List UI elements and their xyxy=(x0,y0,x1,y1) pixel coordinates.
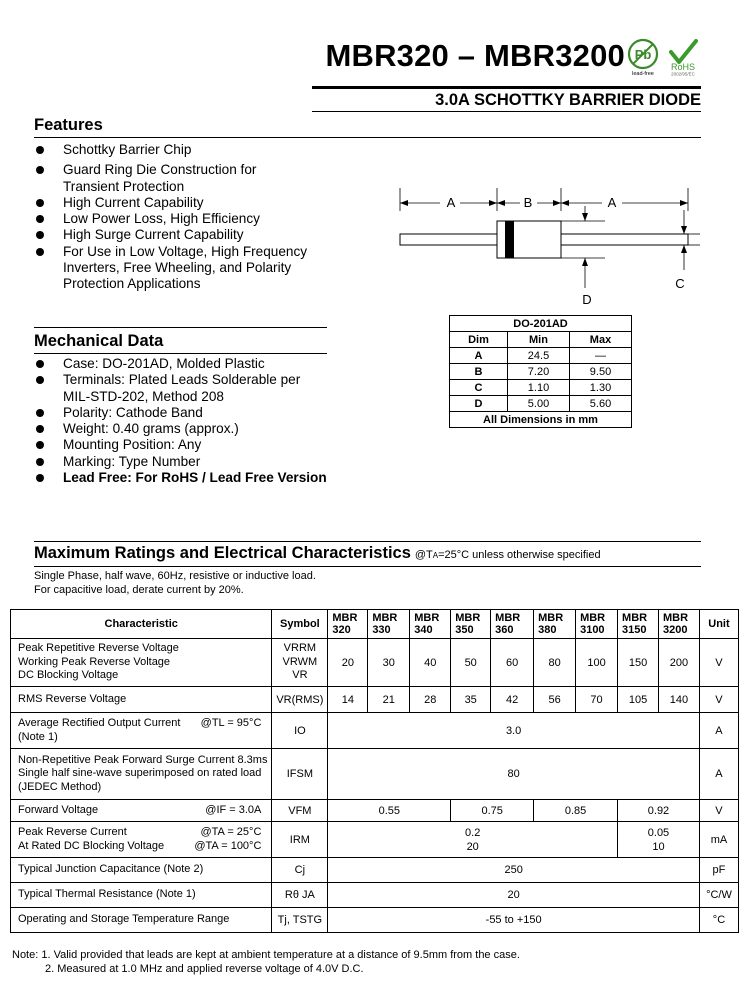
table-row xyxy=(11,883,739,908)
column-header: Max xyxy=(570,332,632,348)
features-rule xyxy=(34,137,701,138)
ratings-rule xyxy=(34,566,701,567)
dimensions-unit-note: All Dimensions in mm xyxy=(450,412,632,428)
table-row xyxy=(11,822,739,858)
value-cell: 56 xyxy=(534,687,576,713)
unit-cell: V xyxy=(699,800,738,822)
table-row xyxy=(11,687,739,713)
symbol-cell: IFSM xyxy=(272,749,328,800)
value-cell: 20 xyxy=(328,639,368,687)
symbol-cell: VFM xyxy=(272,800,328,822)
mechanical-heading: Mechanical Data xyxy=(34,332,164,350)
value-cell: 100 xyxy=(576,639,618,687)
rohs-caption: 2002/95/EC xyxy=(671,71,695,76)
part-column-header: MBR 3150 xyxy=(618,610,659,639)
value-cell: 250 xyxy=(328,858,700,883)
ratings-top-rule xyxy=(34,541,701,542)
part-column-header: MBR 330 xyxy=(368,610,410,639)
electrical-characteristics-table xyxy=(10,609,739,933)
value-cell: 20 xyxy=(328,883,700,908)
column-header: Dim xyxy=(450,332,508,348)
value-cell: 60 xyxy=(491,639,534,687)
dimension-c-label: C xyxy=(675,276,685,291)
value-cell: 0.55 xyxy=(328,800,451,822)
rohs-label: RoHS xyxy=(670,62,696,72)
symbol-cell: Tj, TSTG xyxy=(272,908,328,933)
unit-cell: °C/W xyxy=(699,883,738,908)
characteristic-cell: Typical Thermal Resistance (Note 1) xyxy=(11,883,272,908)
list-item: Lead Free: For RoHS / Lead Free Version xyxy=(34,470,364,486)
list-item: Polarity: Cathode Band xyxy=(34,405,364,421)
package-outline-diagram xyxy=(395,178,705,313)
symbol-cell: Cj xyxy=(272,858,328,883)
datasheet-subtitle: 3.0A SCHOTTKY BARRIER DIODE xyxy=(435,91,701,109)
value-cell: 0.75 xyxy=(451,800,534,822)
value-cell: 14 xyxy=(328,687,368,713)
list-item-continued: Inverters, Free Wheeling, and Polarity xyxy=(63,260,292,276)
characteristic-cell: Operating and Storage Temperature Range xyxy=(11,908,272,933)
characteristic-cell: Typical Junction Capacitance (Note 2) xyxy=(11,858,272,883)
table-row xyxy=(450,364,632,380)
list-item: Guard Ring Die Construction for xyxy=(34,162,364,178)
unit-cell: V xyxy=(699,639,738,687)
table-header-row xyxy=(11,610,739,639)
ratings-title: Maximum Ratings and Electrical Characteristics xyxy=(34,544,411,562)
table-cell: 24.5 xyxy=(508,348,570,364)
list-item: High Current Capability xyxy=(34,195,364,211)
list-item-continued: Protection Applications xyxy=(63,276,201,292)
characteristic-cell: Peak Repetitive Reverse Voltage Working Peak Reverse Voltage DC Blocking Voltage xyxy=(11,639,272,687)
part-column-header: MBR 350 xyxy=(451,610,491,639)
value-cell: 28 xyxy=(410,687,451,713)
unit-cell: °C xyxy=(699,908,738,933)
table-row xyxy=(11,800,739,822)
value-cell: 30 xyxy=(368,639,410,687)
table-row xyxy=(11,713,739,749)
table-row xyxy=(450,380,632,396)
table-row xyxy=(11,908,739,933)
value-cell: -55 to +150 xyxy=(328,908,700,933)
part-column-header: MBR 380 xyxy=(534,610,576,639)
value-cell: 70 xyxy=(576,687,618,713)
symbol-cell: VRRM VRWM VR xyxy=(272,639,328,687)
dimensions-table xyxy=(449,315,632,428)
characteristic-cell: @TA = 25°C Peak Reverse Current @TA = 100°C At Rated DC Blocking Voltage xyxy=(11,822,272,858)
list-item: High Surge Current Capability xyxy=(34,227,364,243)
checkmark-icon xyxy=(671,41,696,62)
part-column-header: MBR 360 xyxy=(491,610,534,639)
characteristic-cell: @IF = 3.0A Forward Voltage xyxy=(11,800,272,822)
table-cell: B xyxy=(450,364,508,380)
footnote-1: Note: 1. Valid provided that leads are kept at ambient temperature at a distance of 9.5mm from the case. xyxy=(12,949,520,961)
list-item: Mounting Position: Any xyxy=(34,437,364,453)
table-cell: 9.50 xyxy=(570,364,632,380)
ratings-heading xyxy=(34,544,601,563)
list-item: Schottky Barrier Chip xyxy=(34,142,364,158)
list-item-continued: Transient Protection xyxy=(63,178,185,194)
lead-left xyxy=(400,234,497,245)
package-name: DO-201AD xyxy=(450,316,632,332)
list-item: For Use in Low Voltage, High Frequency xyxy=(34,244,364,260)
unit-cell: A xyxy=(699,713,738,749)
column-header: Min xyxy=(508,332,570,348)
value-cell: 140 xyxy=(658,687,699,713)
column-header: Symbol xyxy=(272,610,328,639)
dimension-a-right-label: A xyxy=(607,195,617,210)
value-cell: 3.0 xyxy=(328,713,700,749)
datasheet-title: MBR320 – MBR3200 xyxy=(325,38,625,73)
value-cell: 35 xyxy=(451,687,491,713)
mechanical-top-rule xyxy=(34,327,327,328)
symbol-cell: IO xyxy=(272,713,328,749)
unit-cell: A xyxy=(699,749,738,800)
ratings-condition: @TA=25°C unless otherwise specified xyxy=(414,549,601,561)
table-cell: 7.20 xyxy=(508,364,570,380)
lead-free-badge xyxy=(626,38,662,76)
symbol-cell: Rθ JA xyxy=(272,883,328,908)
title-rule xyxy=(312,86,701,89)
subtitle-rule xyxy=(312,111,701,112)
list-item: Terminals: Plated Leads Solderable per xyxy=(34,372,364,388)
column-header: Characteristic xyxy=(11,610,272,639)
dimension-b-label: B xyxy=(523,195,533,210)
table-cell: — xyxy=(570,348,632,364)
ratings-note-2: For capacitive load, derate current by 20%. xyxy=(34,584,244,596)
unit-cell: V xyxy=(699,687,738,713)
table-row xyxy=(11,639,739,687)
value-cell: 80 xyxy=(534,639,576,687)
part-column-header: MBR 340 xyxy=(410,610,451,639)
value-cell: 0.2 20 xyxy=(328,822,618,858)
characteristic-cell: RMS Reverse Voltage xyxy=(11,687,272,713)
list-item: Case: DO-201AD, Molded Plastic xyxy=(34,356,364,372)
table-cell: 1.30 xyxy=(570,380,632,396)
list-item: Marking: Type Number xyxy=(34,454,364,470)
features-heading: Features xyxy=(34,116,103,134)
part-column-header: MBR 320 xyxy=(328,610,368,639)
table-row xyxy=(11,858,739,883)
value-cell: 0.05 10 xyxy=(618,822,700,858)
part-column-header: MBR 3200 xyxy=(658,610,699,639)
value-cell: 40 xyxy=(410,639,451,687)
lead-right xyxy=(561,234,688,245)
unit-cell: pF xyxy=(699,858,738,883)
footnote-2: 2. Measured at 1.0 MHz and applied reverse voltage of 4.0V D.C. xyxy=(45,963,364,975)
symbol-cell: VR(RMS) xyxy=(272,687,328,713)
column-header: Unit xyxy=(699,610,738,639)
list-item-continued: MIL-STD-202, Method 208 xyxy=(63,388,224,404)
cathode-band xyxy=(505,221,514,258)
value-cell: 21 xyxy=(368,687,410,713)
value-cell: 50 xyxy=(451,639,491,687)
value-cell: 105 xyxy=(618,687,659,713)
table-cell: A xyxy=(450,348,508,364)
table-cell: D xyxy=(450,396,508,412)
mechanical-list xyxy=(34,356,364,486)
value-cell: 200 xyxy=(658,639,699,687)
rohs-badge xyxy=(666,38,700,76)
symbol-cell: IRM xyxy=(272,822,328,858)
table-cell: 1.10 xyxy=(508,380,570,396)
table-cell: 5.00 xyxy=(508,396,570,412)
characteristic-cell: @TL = 95°C Average Rectified Output Current (Note 1) xyxy=(11,713,272,749)
mechanical-rule xyxy=(34,353,327,354)
dimension-d-label: D xyxy=(582,292,592,307)
list-item: Weight: 0.40 grams (approx.) xyxy=(34,421,364,437)
unit-cell: mA xyxy=(699,822,738,858)
features-list xyxy=(34,142,364,293)
ratings-note-1: Single Phase, half wave, 60Hz, resistive or inductive load. xyxy=(34,570,316,582)
value-cell: 80 xyxy=(328,749,700,800)
dimension-a-left-label: A xyxy=(446,195,456,210)
lead-free-symbol: Pb xyxy=(634,47,652,62)
value-cell: 42 xyxy=(491,687,534,713)
table-row xyxy=(11,749,739,800)
value-cell: 0.85 xyxy=(534,800,618,822)
table-row xyxy=(450,396,632,412)
characteristic-cell: Non-Repetitive Peak Forward Surge Current 8.3ms Single half sine-wave superimposed on rated load (JEDEC Method) xyxy=(11,749,272,800)
value-cell: 150 xyxy=(618,639,659,687)
value-cell: 0.92 xyxy=(618,800,700,822)
lead-free-caption: lead-free xyxy=(632,71,654,76)
table-row xyxy=(450,348,632,364)
table-cell: 5.60 xyxy=(570,396,632,412)
part-column-header: MBR 3100 xyxy=(576,610,618,639)
list-item: Low Power Loss, High Efficiency xyxy=(34,211,364,227)
table-cell: C xyxy=(450,380,508,396)
